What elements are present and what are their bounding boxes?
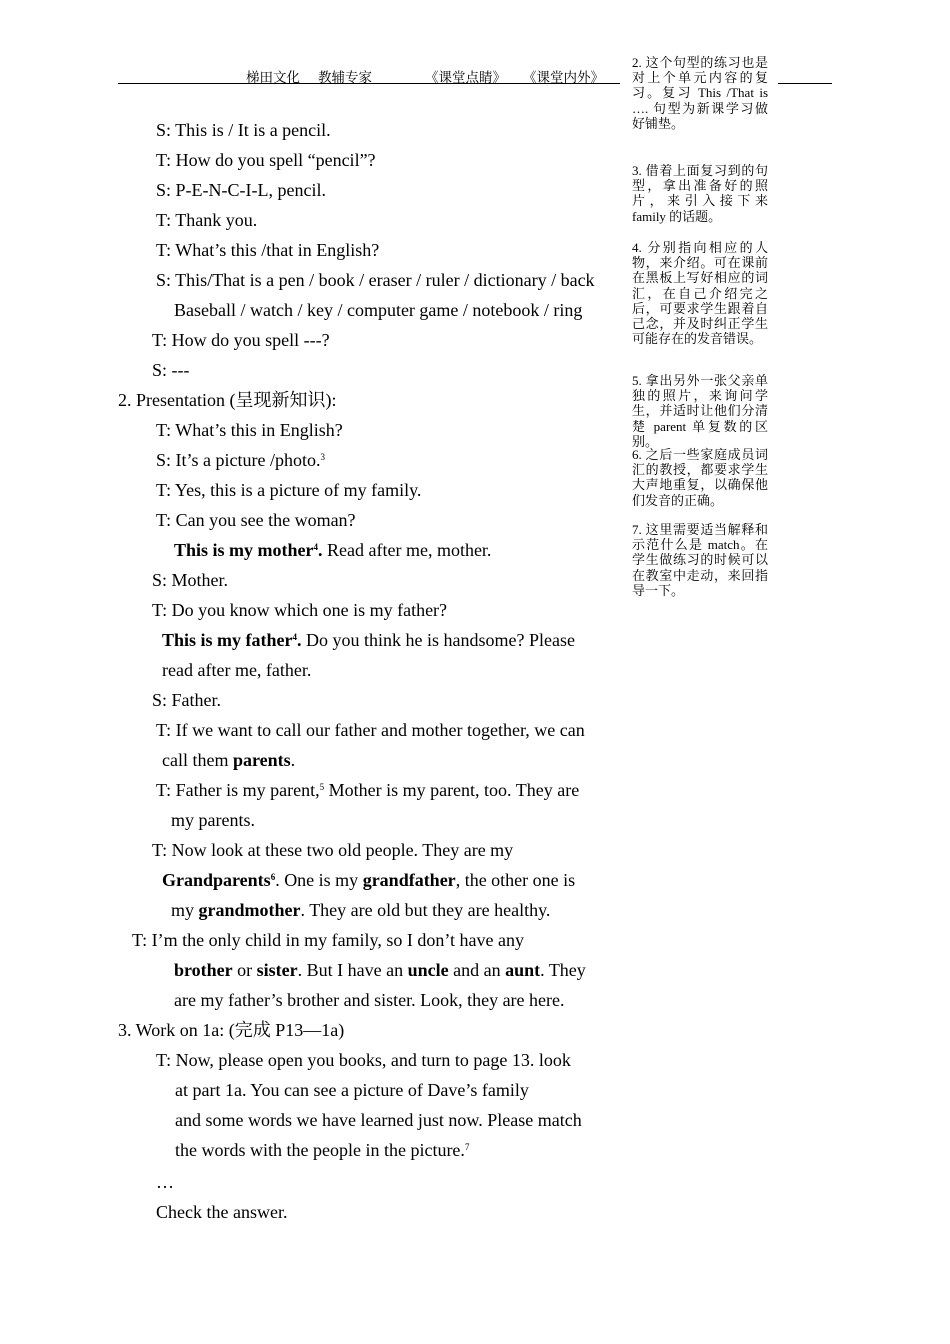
dialogue-line: T: What’s this /that in English? <box>156 240 380 260</box>
margin-note-3: 3. 借着上面复习到的句型，拿出准备好的照片，来引入接下来 family 的话题。 <box>632 163 768 224</box>
dialogue-line: Check the answer. <box>156 1202 288 1222</box>
dialogue-line: T: Father is my parent,$^5$ Mother is my parent, too. They are <box>156 780 580 800</box>
margin-note-5: 5. 拿出另外一张父亲单独的照片，来询问学生，并适时让他们分清楚 parent 单复数的区别。 <box>632 373 768 449</box>
section-heading-presentation: 2. Presentation (呈现新知识): <box>118 390 337 410</box>
margin-note-2: 2. 这个句型的练习也是对上个单元内容的复习。复习 This /That is …. 句型为新课学习做好铺垫。 <box>632 55 768 131</box>
dialogue-line: are my father’s brother and sister. Look, they are here. <box>174 990 565 1010</box>
dialogue-line: S: --- <box>152 360 190 380</box>
dialogue-line: This is my father$^4$. Do you think he is handsome? Please <box>162 630 575 650</box>
dialogue-line: Baseball / watch / key / computer game / notebook / ring <box>174 300 583 320</box>
dialogue-line: T: Now look at these two old people. They are my <box>152 840 514 860</box>
margin-note-6: 6. 之后一些家庭成员词汇的教授，都要求学生大声地重复，以确保他们发音的正确。 <box>632 447 768 508</box>
dialogue-line: Grandparents$^6$. One is my grandfather, the other one is <box>162 870 576 890</box>
dialogue-line: T: If we want to call our father and mother together, we can <box>156 720 585 740</box>
dialogue-line: the words with the people in the picture.$^7$ <box>175 1140 470 1160</box>
dialogue-line: S: This/That is a pen / book / eraser / ruler / dictionary / back <box>156 270 595 290</box>
dialogue-line: T: What’s this in English? <box>156 420 343 440</box>
header-company: 梯田文化 <box>246 70 300 85</box>
dialogue-line: at part 1a. You can see a picture of Dave’s family <box>175 1080 529 1100</box>
header-book1: 《课堂点睛》 <box>425 70 506 85</box>
ellipsis-line: … <box>156 1172 174 1192</box>
dialogue-line: T: Can you see the woman? <box>156 510 356 530</box>
dialogue-line: T: Thank you. <box>156 210 258 230</box>
dialogue-line: S: This is / It is a pencil. <box>156 120 331 140</box>
dialogue-line: S: Mother. <box>152 570 229 590</box>
dialogue-line: read after me, father. <box>162 660 312 680</box>
header-rule-right <box>778 83 832 84</box>
dialogue-line: S: P-E-N-C-I-L, pencil. <box>156 180 326 200</box>
dialogue-line: T: Now, please open you books, and turn to page 13. look <box>156 1050 571 1070</box>
dialogue-line: T: How do you spell “pencil”? <box>156 150 376 170</box>
dialogue-line: T: How do you spell ---? <box>152 330 330 350</box>
dialogue-line: T: Do you know which one is my father? <box>152 600 448 620</box>
dialogue-line: T: I’m the only child in my family, so I don’t have any <box>132 930 525 950</box>
dialogue-line: call them parents. <box>162 750 296 770</box>
margin-note-7: 7. 这里需要适当解释和示范什么是 match。在学生做练习的时候可以在教室中走动，来回指导一下。 <box>632 522 768 598</box>
margin-note-4: 4. 分别指向相应的人物，来介绍。可在课前在黑板上写好相应的词汇，在自己介绍完之后，可要求学生跟着自己念，并及时纠正学生可能存在的发音错误。 <box>632 240 768 347</box>
header-book2: 《课堂内外》 <box>523 70 604 85</box>
dialogue-line: my grandmother. They are old but they are healthy. <box>171 900 551 920</box>
section-heading-work-1a: 3. Work on 1a: (完成 P13—1a) <box>118 1020 345 1040</box>
header-subtitle: 教辅专家 <box>318 70 372 85</box>
dialogue-line: brother or sister. But I have an uncle and an aunt. They <box>174 960 586 980</box>
dialogue-line: my parents. <box>171 810 255 830</box>
dialogue-line: S: It’s a picture /photo.$^3$ <box>156 450 325 470</box>
dialogue-line: This is my mother$^4$. Read after me, mother. <box>174 540 492 560</box>
dialogue-line: S: Father. <box>152 690 222 710</box>
dialogue-line: T: Yes, this is a picture of my family. <box>156 480 422 500</box>
dialogue-line: and some words we have learned just now. Please match <box>175 1110 582 1130</box>
